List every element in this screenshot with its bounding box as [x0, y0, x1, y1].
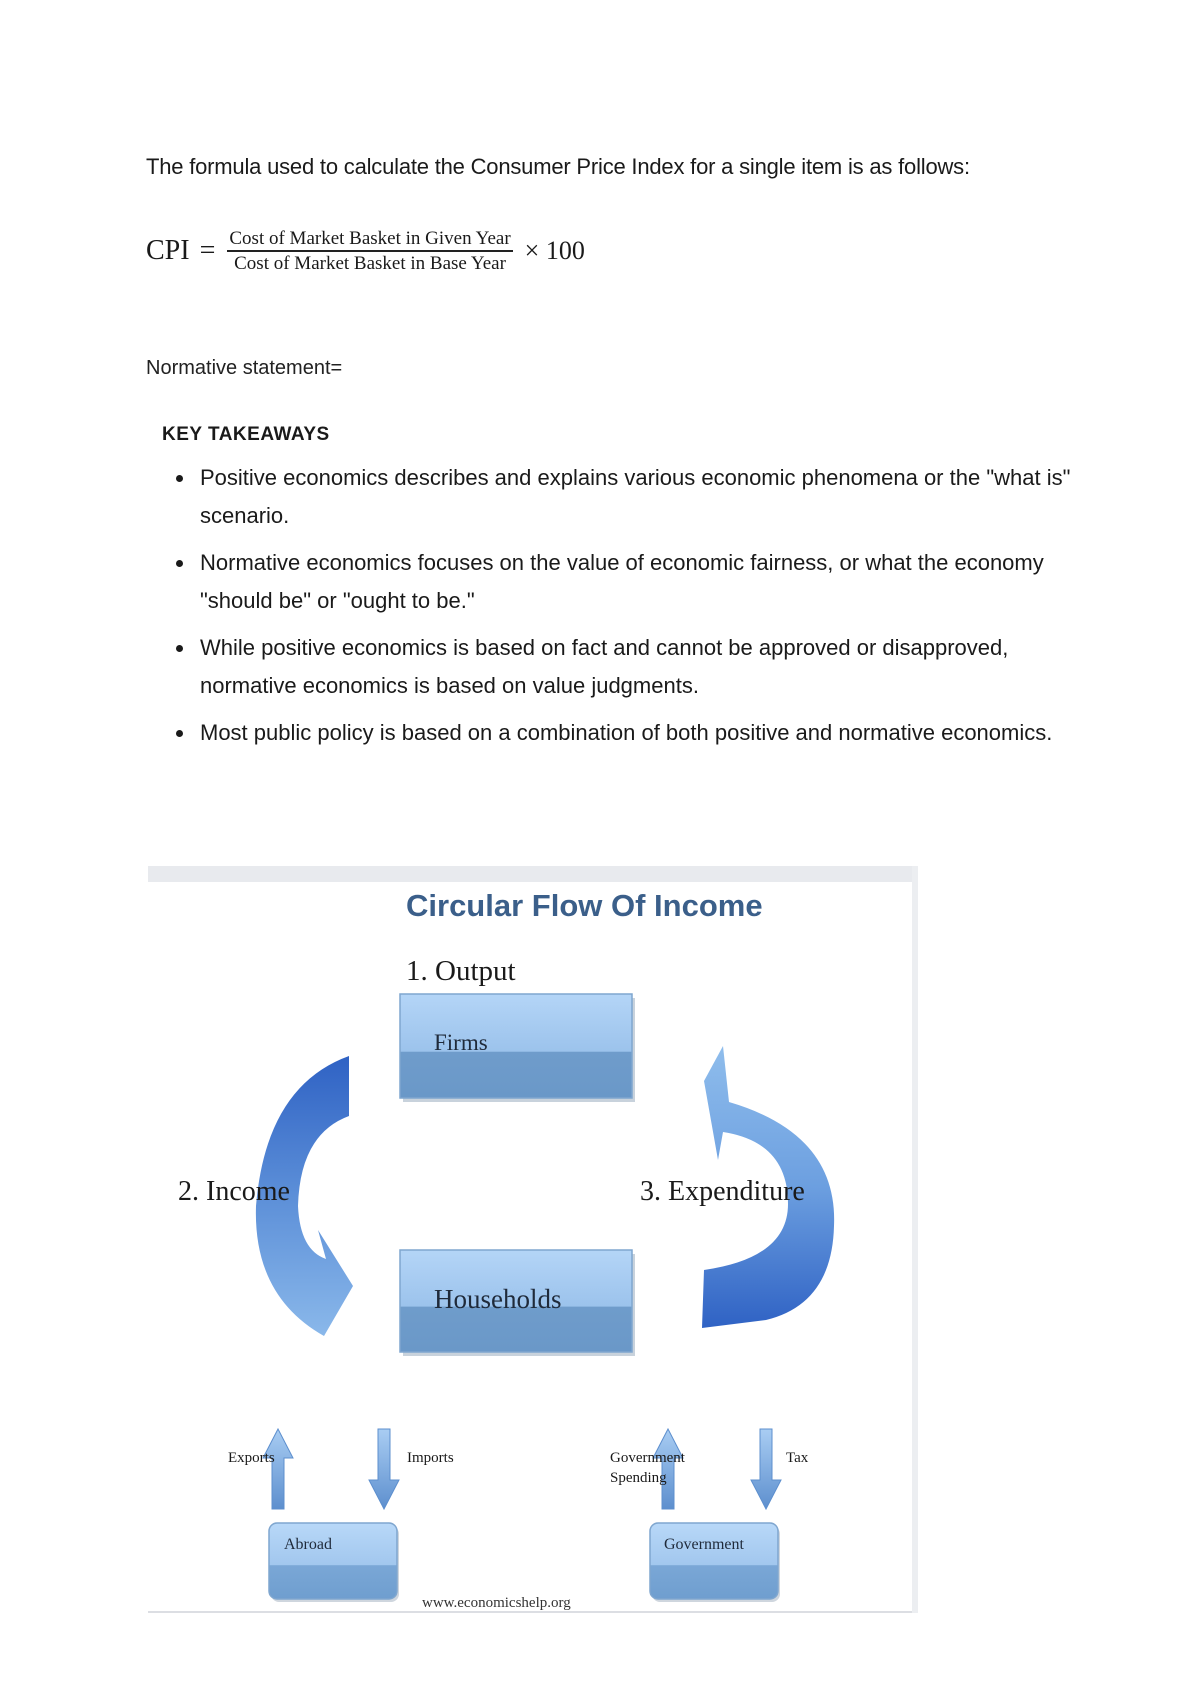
normative-statement-label: Normative statement=: [146, 357, 343, 379]
firms-label: Firms: [434, 1030, 488, 1055]
formula-multiplier: × 100: [524, 235, 585, 265]
firms-box: [400, 994, 635, 1102]
government-label: Government: [664, 1536, 744, 1553]
formula-denominator: Cost of Market Basket in Base Year: [234, 252, 506, 274]
formula-fraction: [227, 228, 512, 274]
tax-label: Tax: [786, 1450, 809, 1466]
formula-equals: =: [199, 234, 216, 266]
imports-down-arrow: [369, 1429, 399, 1509]
diagram-title: Circular Flow Of Income: [406, 888, 763, 923]
households-box: [400, 1250, 635, 1356]
key-takeaways-list: [166, 459, 1076, 761]
households-label: Households: [434, 1284, 562, 1314]
formula-lhs: CPI: [146, 234, 190, 266]
income-label: 2. Income: [178, 1176, 290, 1207]
imports-label: Imports: [407, 1450, 454, 1466]
formula-numerator: Cost of Market Basket in Given Year: [229, 228, 511, 249]
circular-flow-diagram: [148, 866, 918, 1613]
cpi-formula: [146, 228, 585, 274]
list-item: • Most public policy is based on a combination of both positive and normative economics.: [196, 714, 1076, 752]
circular-flow-svg: [148, 866, 918, 1613]
tax-down-arrow: [751, 1429, 781, 1509]
diagram-right-strip: [912, 866, 918, 1613]
source-url: www.economicshelp.org: [422, 1595, 571, 1611]
output-label: 1. Output: [406, 955, 516, 987]
intro-text: The formula used to calculate the Consumer Price Index for a single item is as follows:: [146, 154, 970, 179]
exports-label: Exports: [228, 1450, 275, 1466]
expenditure-label: 3. Expenditure: [640, 1176, 805, 1207]
list-item: • While positive economics is based on fact and cannot be approved or disapproved, normative economics is based on value judgments.: [196, 629, 1076, 705]
key-takeaways-heading: KEY TAKEAWAYS: [162, 424, 330, 445]
exports-up-arrow: [263, 1429, 293, 1509]
gov-spending-label-line2: Spending: [610, 1470, 667, 1486]
gov-spending-up-arrow: [653, 1429, 683, 1509]
list-item: • Normative economics focuses on the value of economic fairness, or what the economy "should be" or "ought to be.": [196, 544, 1076, 620]
government-box: [650, 1523, 780, 1602]
diagram-top-strip: [148, 866, 918, 882]
gov-spending-label-line1: Government: [610, 1450, 685, 1466]
list-item: • Positive economics describes and explains various economic phenomena or the "what is" scenario.: [196, 459, 1076, 535]
abroad-box: [269, 1523, 399, 1602]
abroad-label: Abroad: [284, 1536, 332, 1553]
